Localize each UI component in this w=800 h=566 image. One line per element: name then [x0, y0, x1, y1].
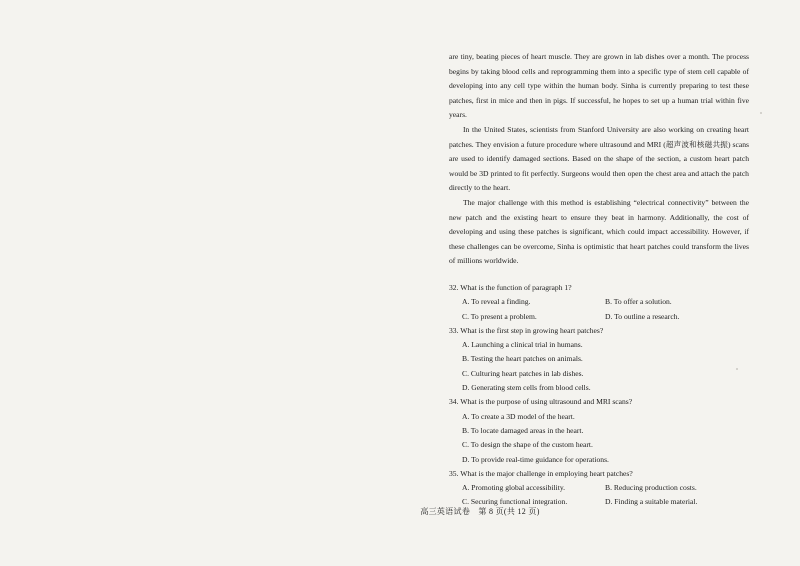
passage-line: process begins by taking blood cells and reprogramming them into a specific type of stem cell — [449, 52, 749, 76]
passage-paragraph — [449, 50, 749, 123]
answer-option: C. To design the shape of the custom heart. — [462, 440, 593, 450]
passage-line: developing and using these patches is significant, which could impact accessibility. However, if — [449, 227, 749, 237]
scan-speck — [760, 112, 762, 114]
question-list — [449, 281, 749, 510]
option-row — [449, 295, 749, 309]
answer-option: C. To present a problem. — [462, 311, 537, 321]
passage-line: are tiny, beating pieces of heart muscle. They are grown in lab dishes over a month. The — [449, 52, 724, 61]
answer-option: A. To reveal a finding. — [462, 297, 531, 307]
option-row — [449, 481, 749, 495]
passage-line: capable of developing into any cell type within the human body. Sinha is currently preparing to — [449, 66, 749, 91]
reading-passage — [449, 50, 749, 269]
passage-paragraph — [449, 196, 749, 269]
passage-line: patches. They envision a future procedure where ultrasound and MRI (超声波和核磁共振) — [449, 139, 731, 149]
answer-option: B. Reducing production costs. — [605, 483, 697, 493]
question-item — [449, 467, 749, 510]
question-item — [449, 395, 749, 466]
answer-option: C. Securing functional integration. — [462, 497, 568, 507]
question-stem: 35. What is the major challenge in employing heart patches? — [449, 468, 633, 478]
passage-body — [449, 50, 749, 269]
question-item — [449, 281, 749, 324]
answer-option: D. Finding a suitable material. — [605, 497, 698, 507]
page-footer: 高三英语试卷 第 8 页(共 12 页) — [420, 507, 540, 516]
passage-line: The major challenge with this method is establishing “electrical connectivity” between the — [463, 197, 749, 207]
answer-option: B. To locate damaged areas in the heart. — [462, 425, 584, 435]
passage-line: trial within five years. — [449, 95, 750, 120]
passage-line: new patch and the existing heart to ensure they beat in harmony. Additionally, the cost of — [449, 212, 749, 222]
answer-option: C. Culturing heart patches in lab dishes. — [462, 368, 584, 378]
passage-line: In the United States, scientists from Stanford University are also working on creating heart — [463, 124, 749, 134]
answer-option: A. To create a 3D model of the heart. — [462, 411, 575, 421]
question-stem: 34. What is the purpose of using ultrasound and MRI scans? — [449, 397, 633, 407]
option-row — [449, 310, 749, 324]
scan-speck — [736, 368, 738, 370]
question-stem: 32. What is the function of paragraph 1? — [449, 283, 572, 292]
passage-line: test these patches, first in mice and then in pigs. If successful, he hopes to set up a human — [449, 81, 750, 105]
question-stem: 33. What is the first step in growing heart patches? — [449, 325, 604, 335]
answer-option: B. Testing the heart patches on animals. — [462, 354, 583, 364]
question-item — [449, 324, 749, 395]
passage-line: patch would be 3D printed to fit perfectly. Surgeons would then open the chest area and attach — [449, 154, 749, 178]
answer-option: B. To offer a solution. — [605, 297, 672, 307]
answer-option: A. Launching a clinical trial in humans. — [462, 340, 583, 350]
passage-line: scans are used to identify damaged sections. Based on the shape of the section, a custom heart — [449, 139, 749, 164]
passage-line: these challenges can be overcome, Sinha is optimistic that heart patches could transform the — [449, 241, 733, 251]
passage-paragraph — [449, 123, 749, 196]
answer-option: A. Promoting global accessibility. — [462, 483, 566, 493]
passage-line: lives of millions worldwide. — [449, 241, 749, 266]
answer-option: D. Generating stem cells from blood cells. — [462, 383, 591, 393]
answer-option: D. To provide real-time guidance for operations. — [462, 454, 609, 464]
passage-line: the patch directly to the heart. — [449, 168, 749, 193]
answer-option: D. To outline a research. — [605, 311, 680, 321]
